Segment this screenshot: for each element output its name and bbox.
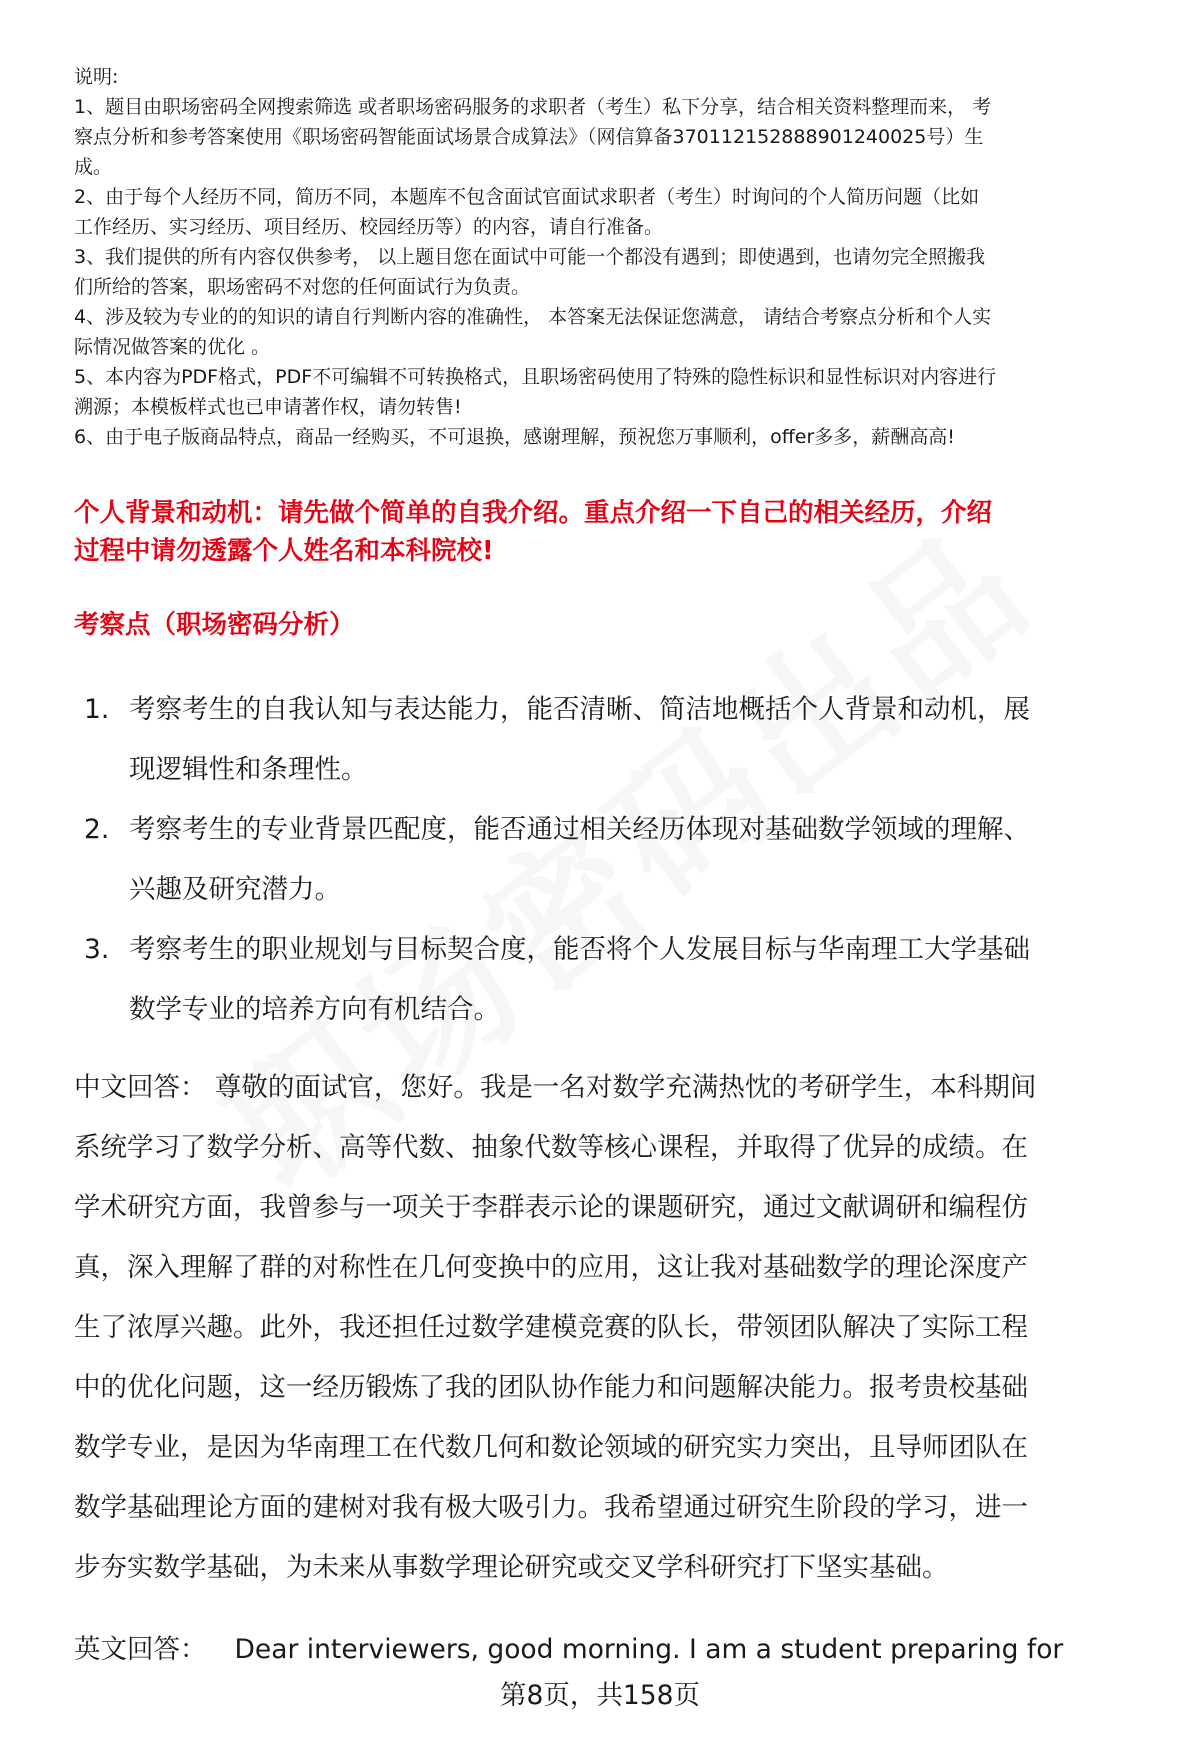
key-point-text	[129, 800, 1164, 920]
notes-line: 5、本内容为PDF格式，PDF不可编辑不可转换格式，且职场密码使用了特殊的隐性标识和显性标识对内容进行	[74, 366, 997, 388]
notes-line: 溯源；本模板样式也已申请著作权，请勿转售!	[74, 396, 462, 418]
key-point-number: 2.	[84, 814, 110, 845]
notes-line: 6、由于电子版商品特点，商品一经购买，不可退换，感谢理解，预祝您万事顺利，offer多多，薪酬高高!	[74, 426, 955, 448]
key-point-line: 考察考生的自我认知与表达能力，能否清晰、简洁地概括个人背景和动机，展	[129, 694, 1030, 725]
answer-line: 生了浓厚兴趣。此外，我还担任过数学建模竞赛的队长，带领团队解决了实际工程	[74, 1312, 1028, 1343]
question-line: 个人背景和动机：请先做个简单的自我介绍。重点介绍一下自己的相关经历，介绍	[74, 498, 993, 528]
answer-line: 步夯实数学基础，为未来从事数学理论研究或交叉学科研究打下坚实基础。	[74, 1552, 949, 1583]
notes-line: 工作经历、实习经历、项目经历、校园经历等）的内容，请自行准备。	[74, 216, 664, 238]
notes-section	[74, 62, 1159, 452]
key-point-item	[84, 920, 1164, 1040]
answer-line: 中文回答： 尊敬的面试官，您好。我是一名对数学充满热忱的考研学生，本科期间	[74, 1072, 1037, 1103]
key-points-heading: 考察点（职场密码分析）	[74, 610, 355, 640]
notes-line: 3、我们提供的所有内容仅供参考， 以上题目您在面试中可能一个都没有遇到；即使遇到，也请勿完全照搬我	[74, 246, 986, 268]
answer-line: 真，深入理解了群的对称性在几何变换中的应用，这让我对基础数学的理论深度产	[74, 1252, 1028, 1283]
english-answer	[74, 1630, 1164, 1670]
key-point-number: 1.	[84, 694, 110, 725]
notes-title: 说明:	[74, 66, 119, 88]
question-line: 过程中请勿透露个人姓名和本科院校!	[74, 536, 494, 566]
notes-line: 4、涉及较为专业的的知识的请自行判断内容的准确性， 本答案无法保证您满意， 请结合考察点分析和个人实	[74, 306, 992, 328]
key-point-line: 现逻辑性和条理性。	[129, 754, 368, 785]
notes-line: 2、由于每个人经历不同，简历不同，本题库不包含面试官面试求职者（考生）时询问的个人简历问题（比如	[74, 186, 980, 208]
key-point-number: 3.	[84, 934, 110, 965]
interview-question	[74, 494, 1154, 570]
key-point-text	[129, 920, 1164, 1040]
key-point-text	[129, 680, 1164, 800]
chinese-answer	[74, 1058, 1164, 1598]
answer-line: 数学基础理论方面的建树对我有极大吸引力。我希望通过研究生阶段的学习，进一	[74, 1492, 1028, 1523]
notes-line: 们所给的答案，职场密码不对您的任何面试行为负责。	[74, 276, 531, 298]
key-point-line: 考察考生的职业规划与目标契合度，能否将个人发展目标与华南理工大学基础	[129, 934, 1030, 965]
english-answer-label: 英文回答：	[74, 1634, 207, 1665]
notes-line: 成。	[74, 156, 113, 178]
notes-line: 1、题目由职场密码全网搜索筛选 或者职场密码服务的求职者（考生）私下分享，结合相关资料整理而来， 考	[74, 96, 992, 118]
answer-line: 学术研究方面，我曾参与一项关于李群表示论的课题研究，通过文献调研和编程仿	[74, 1192, 1028, 1223]
notes-line: 际情况做答案的优化 。	[74, 336, 271, 358]
key-point-line: 兴趣及研究潜力。	[129, 874, 341, 905]
answer-line: 数学专业，是因为华南理工在代数几何和数论领域的研究实力突出，且导师团队在	[74, 1432, 1028, 1463]
notes-line: 察点分析和参考答案使用《职场密码智能面试场景合成算法》（网信算备370112152888901240025号）生	[74, 126, 984, 148]
answer-line: 系统学习了数学分析、高等代数、抽象代数等核心课程，并取得了优异的成绩。在	[74, 1132, 1028, 1163]
answer-line: 中的优化问题，这一经历锻炼了我的团队协作能力和问题解决能力。报考贵校基础	[74, 1372, 1028, 1403]
key-points-list	[84, 680, 1164, 1040]
key-point-line: 考察考生的专业背景匹配度，能否通过相关经历体现对基础数学领域的理解、	[129, 814, 1030, 845]
key-point-line: 数学专业的培养方向有机结合。	[129, 994, 500, 1025]
key-point-item	[84, 800, 1164, 920]
key-point-item	[84, 680, 1164, 800]
page-number: 第8页，共158页	[500, 1680, 700, 1711]
english-answer-text: Dear interviewers, good morning. I am a student preparing for	[234, 1634, 1064, 1665]
